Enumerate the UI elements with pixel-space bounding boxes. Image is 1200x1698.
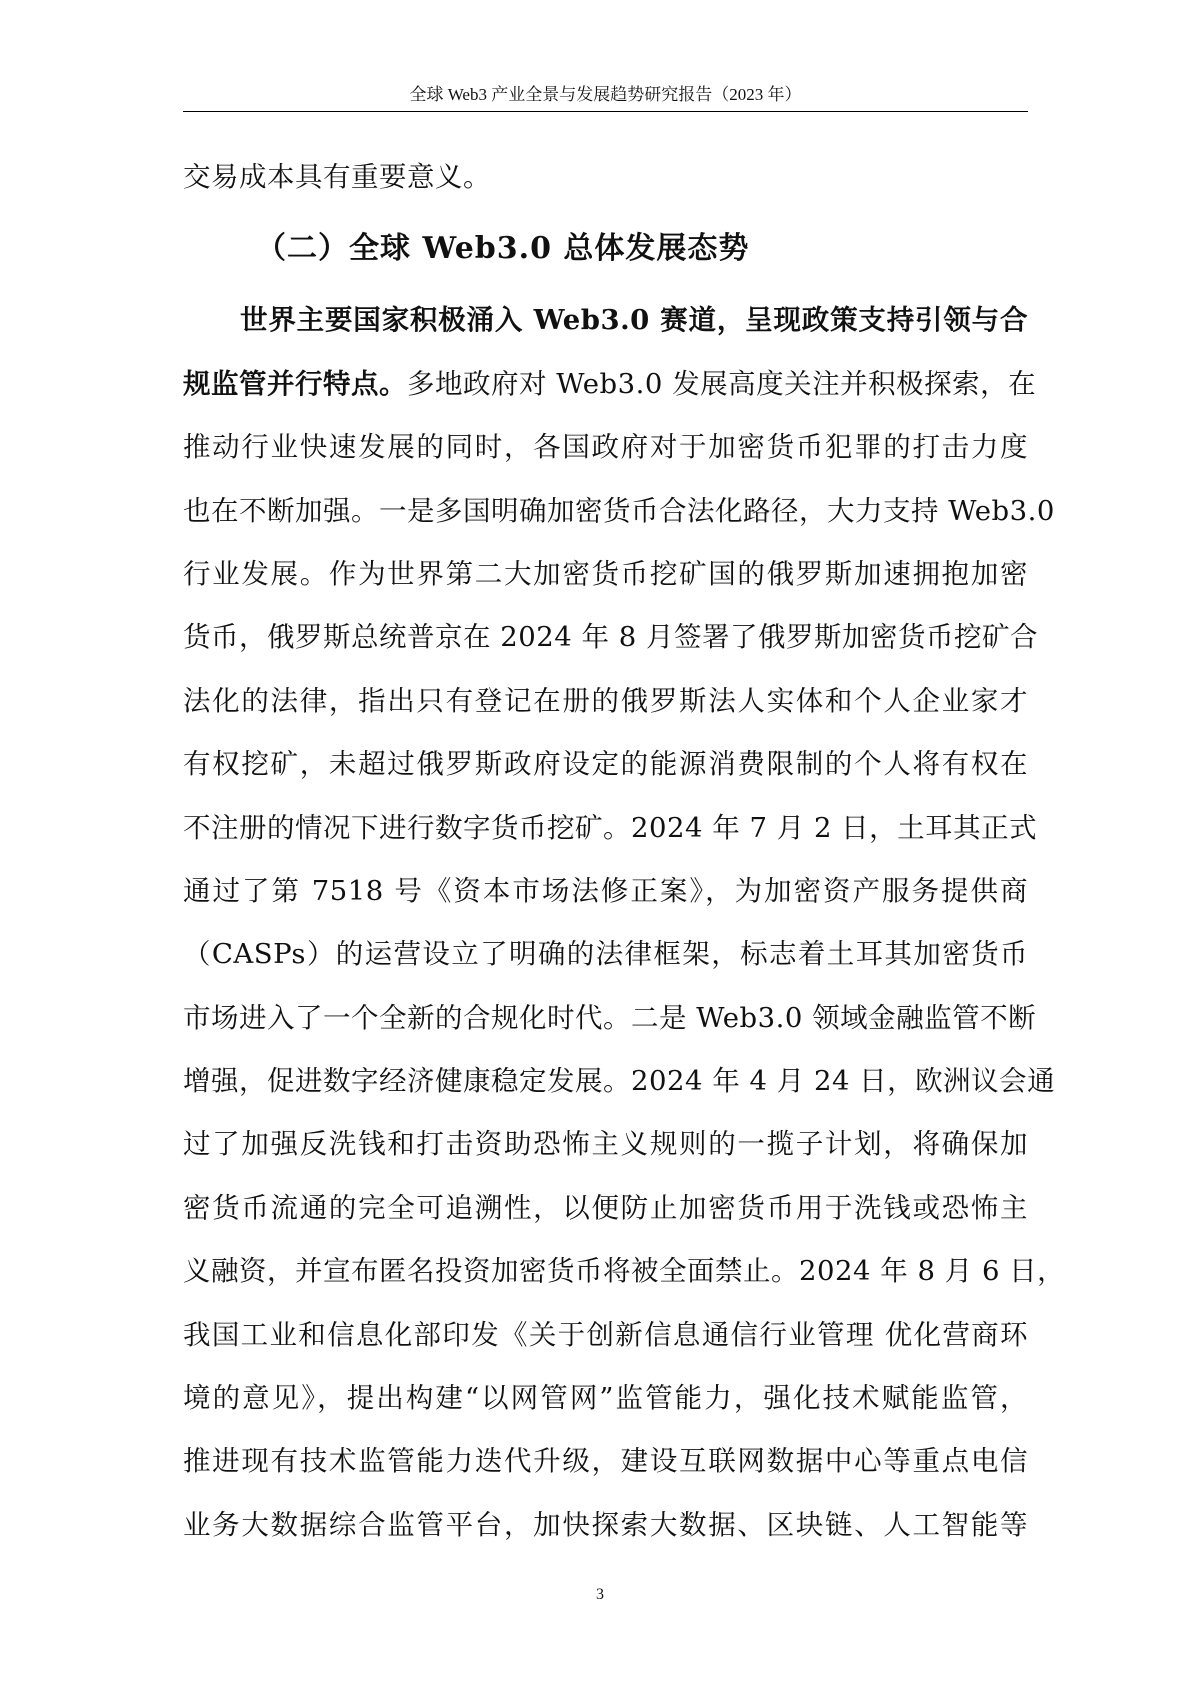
paragraph-line: 行业发展。作为世界第二大加密货币挖矿国的俄罗斯加速拥抱加密	[183, 557, 1028, 590]
paragraph-line: （CASPs）的运营设立了明确的法律框架，标志着土耳其加密货币	[183, 938, 1028, 971]
running-header: 全球 Web3 产业全景与发展趋势研究报告（2023 年）	[409, 85, 802, 104]
paragraph-line: 境的意见》，提出构建“以网管网”监管能力，强化技术赋能监管，	[183, 1382, 1028, 1415]
paragraph-line: 我国工业和信息化部印发《关于创新信息通信行业管理 优化营商环	[183, 1318, 1028, 1351]
paragraph-line	[183, 353, 1037, 416]
paragraph-line: 义融资，并宣布匿名投资加密货币将被全面禁止。2024 年 8 月 6 日，	[183, 1255, 1066, 1288]
page-number: 3	[596, 1586, 604, 1603]
paragraph-line: 不注册的情况下进行数字货币挖矿。2024 年 7 月 2 日，土耳其正式	[183, 811, 1038, 844]
paragraph-line: 推进现有技术监管能力迭代升级，建设互联网数据中心等重点电信	[183, 1445, 1028, 1478]
paragraph-line: 通过了第 7518 号《资本市场法修正案》，为加密资产服务提供商	[183, 874, 1028, 907]
paragraph-line	[183, 289, 1028, 352]
lead-bold-text: 规监管并行特点。	[183, 367, 407, 400]
paragraph-line: 推动行业快速发展的同时，各国政府对于加密货币犯罪的打击力度	[183, 431, 1028, 464]
paragraph-line: 也在不断加强。一是多国明确加密货币合法化路径，大力支持 Web3.0	[183, 494, 1055, 527]
lead-bold-text: 世界主要国家积极涌入 Web3.0 赛道，呈现政策支持引领与合	[240, 304, 1028, 337]
paragraph-text: 多地政府对 Web3.0 发展高度关注并积极探索，在	[407, 367, 1037, 400]
paragraph-line: 密货币流通的完全可追溯性，以便防止加密货币用于洗钱或恐怖主	[183, 1191, 1028, 1224]
paragraph-line: 业务大数据综合监管平台，加快探索大数据、区块链、人工智能等	[183, 1508, 1028, 1541]
header-rule	[183, 111, 1028, 112]
document-body	[183, 146, 1066, 1621]
paragraph-line: 法化的法律，指出只有登记在册的俄罗斯法人实体和个人企业家才	[183, 684, 1028, 717]
paragraph-line: 增强，促进数字经济健康稳定发展。2024 年 4 月 24 日，欧洲议会通	[183, 1065, 1056, 1098]
paragraph-line: 有权挖矿，未超过俄罗斯政府设定的能源消费限制的个人将有权在	[183, 748, 1028, 781]
paragraph-line: 过了加强反洗钱和打击资助恐怖主义规则的一揽子计划，将确保加	[183, 1128, 1028, 1161]
section-heading: （二）全球 Web3.0 总体发展态势	[256, 231, 750, 267]
paragraph-line: 货币，俄罗斯总统普京在 2024 年 8 月签署了俄罗斯加密货币挖矿合	[183, 621, 1038, 654]
paragraph-line: 交易成本具有重要意义。	[183, 161, 491, 193]
paragraph-line: 市场进入了一个全新的合规化时代。二是 Web3.0 领域金融监管不断	[183, 1001, 1037, 1034]
